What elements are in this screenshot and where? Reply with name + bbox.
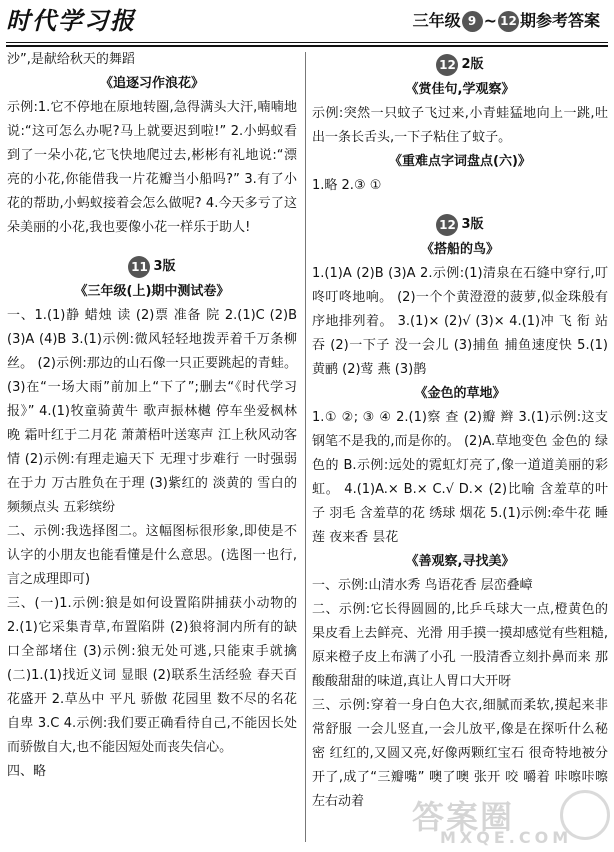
page-header — [0, 0, 614, 42]
issue-number-badge: 12 — [436, 214, 458, 236]
section-heading — [312, 212, 608, 238]
page-version-label: 3版 — [153, 259, 176, 274]
answer-paragraph: 二、示例:我选择图二。这幅图标很形象,即使是不认字的小朋友也能看懂是什么意思。(选图一也行,言之成理即可) — [7, 524, 297, 587]
section-heading — [7, 254, 297, 280]
article-title: 《三年级(上)期中测试卷》 — [74, 284, 230, 299]
page-version-label: 2版 — [461, 57, 484, 72]
issue-suffix: 期参考答案 — [519, 11, 600, 30]
article-title: 《追逐习作浪花》 — [99, 76, 204, 91]
issue-number-badge: 12 — [436, 54, 458, 76]
answer-paragraph: 三、示例:穿着一身白色大衣,细腻而柔软,摸起来非常舒服 一会儿竖直,一会儿放平,像是在探听什么秘密 红红的,又圆又亮,好像两颗红宝石 很奇特地被分开了,成了“三瓣嘴” 噢了噢 张开 咬 嚼着 咔嚓咔嚓 左右动着 — [312, 698, 608, 809]
issue-start-badge: 9 — [462, 11, 483, 32]
section-heading — [312, 52, 608, 78]
answer-paragraph: 1.(1)A (2)B (3)A 2.示例:(1)清泉在石缝中穿行,叮咚叮咚地响。 (2)一个个黄澄澄的菠萝,似金珠般有序地排列着。 3.(1)× (2)√ (3)× 4.(1)冲 飞 衔 站 吞 (2)一下子 没一会儿 (3)捕鱼 捕鱼速度快 5.(1)黄鹂 (2)莺 燕 (3)鹊 — [312, 266, 608, 377]
answer-paragraph: 示例:1.它不停地在原地转圈,急得满头大汗,喃喃地说:“这可怎么办呢?马上就要迟到啦!” 2.小蚂蚁看到了一朵小花,它飞快地爬过去,彬彬有礼地说:“漂亮的小花,你能借我一片花瓣当小船吗?” 3.有了小花的帮助,小蚂蚁接着会怎么做呢? 4.今天多亏了这朵美丽的小花,我也要像小花一样乐于助人! — [7, 100, 297, 235]
watermark-url: MXQE.COM — [440, 828, 573, 847]
answer-paragraph: 1.① ②; ③ ④ 2.(1)察 查 (2)瓣 辫 3.(1)示例:这支钢笔不是我的,而是你的。 (2)A.草地变色 金色的 绿色的 B.示例:远处的霓虹灯亮了,像一道道美丽的彩虹。 4.(1)A.× B.× C.√ D.× (2)比喻 含羞草的叶子 羽毛 含羞草的花 绣球 烟花 5.(1)示例:牵牛花 睡莲 夜来香 昙花 — [312, 410, 608, 545]
header-rule-thin — [6, 42, 608, 43]
issue-label — [413, 8, 600, 34]
column-divider — [305, 52, 306, 842]
answer-paragraph: 一、1.(1)静 蜡烛 读 (2)票 准备 院 2.(1)C (2)B (3)A (4)B 3.(1)示例:微风轻轻地拨弄着千万条柳丝。 (2)示例:那边的山石像一只正要跳起的青蛙。(3)在“一场大雨”前加上“下了”;删去“《时代学习报》” 4.(1)牧童骑黄牛 歌声振林樾 停车坐爱枫林晚 霜叶红于二月花 萧萧梧叶送寒声 江上秋风动客情 (2)示例:有理走遍天下 无理寸步难行 一时强弱在于力 万古胜负在于理 (3)紫红的 淡黄的 雪白的 频频点头 五彩缤纷 — [7, 308, 297, 515]
article-title: 《搭船的鸟》 — [420, 242, 499, 257]
watermark-text: 答案圈 — [412, 798, 515, 836]
issue-separator: ~ — [483, 11, 497, 30]
carryover-text: 沙”,是献给秋天的舞蹈 — [7, 52, 135, 67]
answer-paragraph: 二、示例:它长得圆圆的,比乒乓球大一点,橙黄色的果皮看上去鲜亮、光滑 用手摸一摸却感觉有些粗糙,原来橙子皮上布满了小孔 一股清香立刻扑鼻而来 那酸酸甜甜的味道,真让人胃口大开呀 — [312, 602, 608, 689]
right-column — [312, 48, 608, 814]
grade-label: 三年级 — [412, 11, 461, 30]
answer-paragraph: 三、(一)1.示例:狼是如何设置陷阱捕获小动物的 2.(1)它采集青草,布置陷阱 (2)狼将洞内所有的缺口全部堵住 (3)示例:狼无处可逃,只能束手就擒 (二)1.(1)找近义词 显眼 (2)联系生活经验 春天百花盛开 2.草丛中 平凡 骄傲 花园里 数不尽的名花 自卑 3.C 4.示例:我们要正确看待自己,不能因长处而骄傲自大,也不能因短处而丧失信心。 — [7, 596, 297, 755]
header-rule-thick — [6, 45, 608, 47]
answer-paragraph: 一、示例:山清水秀 鸟语花香 层峦叠嶂 — [312, 578, 533, 593]
spacer — [312, 198, 608, 208]
answer-paragraph: 四、略 — [7, 764, 47, 779]
page-version-label: 3版 — [461, 217, 484, 232]
answer-paragraph: 1.略 2.③ ① — [312, 178, 382, 193]
article-title: 《金色的草地》 — [414, 386, 506, 401]
left-column — [7, 48, 297, 784]
issue-end-badge: 12 — [498, 11, 519, 32]
article-title: 《赏佳句,学观察》 — [405, 82, 515, 97]
article-title: 《重难点字词盘点(六)》 — [389, 154, 531, 169]
spacer — [7, 240, 297, 250]
answer-paragraph: 示例:突然一只蚊子飞过来,小青蛙猛地向上一跳,吐出一条长舌头,一下子粘住了蚊子。 — [312, 106, 608, 145]
article-title: 《善观察,寻找美》 — [405, 554, 515, 569]
newspaper-title: 时代学习报 — [6, 6, 136, 35]
issue-number-badge: 11 — [128, 256, 150, 278]
